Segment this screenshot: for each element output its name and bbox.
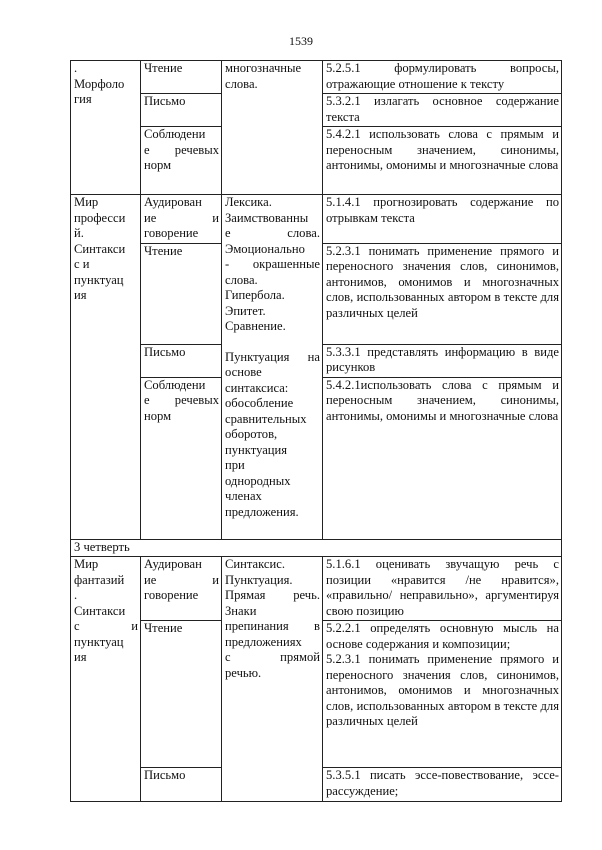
skill-label: Письмо [144, 768, 186, 782]
goal-cell [323, 61, 562, 94]
goal-cell [323, 94, 562, 127]
language-line: речью. [225, 665, 262, 680]
goal-cell [323, 127, 562, 195]
language-line: слова. [225, 76, 258, 91]
goal-text: 5.2.3.1 понимать применение прямого и переносного значения слов, синонимов, антонимов, омонимов и многозначных слов, использованных автором в тексте для различных целей [326, 243, 559, 320]
blank-line [225, 335, 320, 350]
language-cell [222, 195, 323, 540]
skill-cell [141, 621, 222, 768]
language-line: при [225, 458, 245, 472]
goal-cell [323, 621, 562, 768]
skill-label: Чтение [144, 61, 183, 75]
goal-text: 5.1.4.1 прогнозировать содержание по отрывкам текста [326, 195, 559, 225]
skill-cell [141, 94, 222, 127]
skill-line: норм [144, 408, 172, 423]
goal-text: 5.2.3.1 понимать применение прямого и переносного значения слов, синонимов, антонимов, омонимов и многозначных слов, использованных автором в тексте для различных целей [326, 652, 559, 728]
skill-label: Письмо [144, 94, 186, 108]
skill-line: Аудирован [144, 195, 202, 209]
language-line: Пунктуация на [225, 349, 320, 364]
topic-line: . [74, 588, 78, 602]
skill-line: е речевых [144, 393, 219, 407]
skill-line: Аудирован [144, 557, 202, 571]
topic-line: Синтакси [74, 603, 126, 618]
language-line: Знаки [225, 603, 257, 618]
topic-line: Морфоло [74, 76, 125, 91]
topic-line: ия [74, 650, 87, 664]
language-cell [222, 61, 323, 195]
language-line: Сравнение. [225, 319, 286, 333]
skill-cell [141, 127, 222, 195]
goal-text: 5.2.5.1 формулировать вопросы, отражающие отношение к тексту [326, 61, 559, 91]
skill-cell [141, 377, 222, 539]
topic-line: пунктуац [74, 634, 124, 649]
skill-cell [141, 768, 222, 802]
topic-line: професси [74, 210, 126, 225]
language-line: Синтаксис. [225, 557, 285, 571]
goal-cell [323, 243, 562, 344]
skill-cell [141, 195, 222, 244]
language-line: предложения. [225, 504, 299, 519]
language-line: обособление [225, 396, 294, 410]
topic-line: с и [74, 619, 138, 633]
skill-line: говорение [144, 226, 199, 240]
topic-line: Мир [74, 557, 99, 571]
topic-line: . [74, 61, 78, 75]
skill-line: Соблюдени [144, 127, 206, 141]
language-line: основе [225, 365, 262, 379]
language-line: однородных [225, 473, 291, 488]
goal-text: 5.4.2.1 использовать слова с прямым и переносным значением, синонимы, антонимы, омонимы и многозначные слова [326, 127, 559, 172]
goal-text: 5.3.2.1 излагать основное содержание текста [326, 94, 559, 124]
quarter-heading [71, 539, 562, 557]
goal-text: 5.1.6.1 оценивать звучащую речь с позиции «нравится /не нравится», «правильно/ неправильно», аргументируя свою позицию [326, 557, 559, 618]
language-line: Прямая речь. [225, 588, 320, 602]
skill-line: Соблюдени [144, 377, 206, 392]
goal-cell [323, 557, 562, 621]
skill-line: е речевых [144, 142, 219, 157]
language-line: сравнительных [225, 411, 307, 426]
language-line: Эмоционально [225, 241, 305, 256]
language-line: - окрашенные [225, 257, 320, 271]
goal-cell [323, 768, 562, 802]
skill-cell [141, 61, 222, 94]
topic-line: пунктуац [74, 272, 124, 287]
topic-line: ия [74, 288, 87, 302]
topic-cell [71, 557, 141, 802]
language-line: Пунктуация. [225, 572, 293, 587]
goal-cell [323, 195, 562, 244]
language-line: многозначные [225, 61, 302, 75]
skill-line: норм [144, 158, 172, 172]
language-cell [222, 557, 323, 802]
goal-text: 5.2.2.1 определять основную мысль на основе содержания и композиции; [326, 621, 559, 651]
goal-cell [323, 344, 562, 377]
language-line: членах [225, 489, 262, 503]
language-line: слова. [225, 272, 258, 287]
table-row [71, 557, 562, 621]
topic-line: с и [74, 257, 90, 271]
goal-text: 5.4.2.1использовать слова с прямым и переносным значением, синонимы, антонимы, омонимы и многозначные слова [326, 377, 559, 423]
language-line: Заимствованны [225, 210, 309, 225]
skill-line: говорение [144, 588, 199, 602]
page-number: 1539 [289, 34, 313, 48]
skill-label: Письмо [144, 344, 186, 359]
language-line: с прямой [225, 650, 320, 664]
topic-line: й. [74, 226, 84, 240]
topic-cell [71, 61, 141, 195]
language-line: Эпитет. [225, 303, 266, 318]
skill-cell [141, 557, 222, 621]
language-line: е слова. [225, 226, 320, 240]
goal-text: 5.3.3.1 представлять информацию в виде рисунков [326, 344, 559, 374]
goal-cell [323, 377, 562, 539]
topic-line: фантазий [74, 572, 125, 587]
skill-label: Чтение [144, 243, 183, 258]
quarter-label: 3 четверть [74, 539, 130, 554]
topic-cell [71, 195, 141, 540]
table-row [71, 539, 562, 557]
language-line: Гипербола. [225, 288, 285, 302]
language-line: препинания в [225, 619, 320, 633]
curriculum-table [70, 60, 562, 802]
skill-line: ие и [144, 210, 219, 225]
skill-line: ие и [144, 572, 219, 587]
topic-line: Мир [74, 195, 99, 209]
goal-text: 5.3.5.1 писать эссе-повествование, эссе-рассуждение; [326, 768, 559, 798]
table-row [71, 61, 562, 94]
language-line: предложениях [225, 634, 302, 649]
topic-line: Синтакси [74, 241, 126, 256]
skill-cell [141, 344, 222, 377]
language-line: пунктуация [225, 442, 288, 457]
topic-line: гия [74, 92, 92, 106]
skill-label: Чтение [144, 621, 183, 635]
skill-cell [141, 243, 222, 344]
language-line: синтаксиса: [225, 380, 289, 395]
language-line: Лексика. [225, 195, 272, 209]
language-line: оборотов, [225, 427, 278, 441]
table-row [71, 195, 562, 244]
